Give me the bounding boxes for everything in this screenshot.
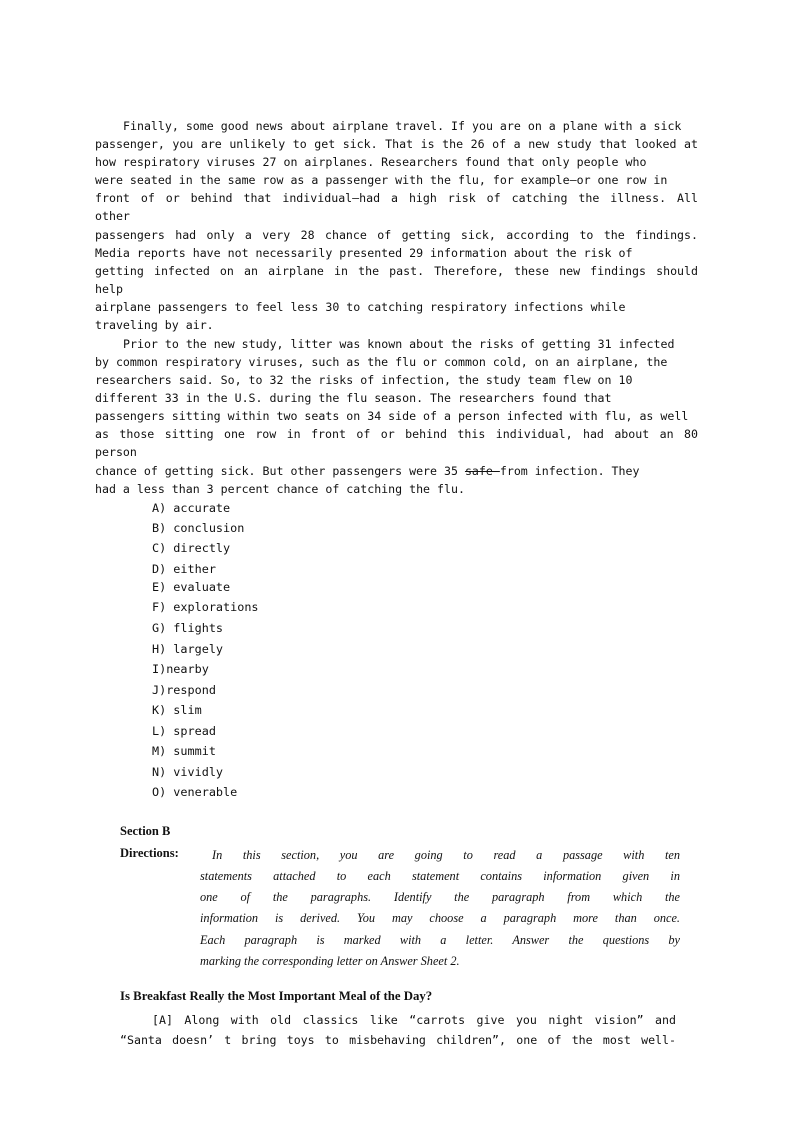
option-item: C) directly (152, 541, 231, 555)
directions-line: information is derived. You may choose a paragraph more than once. (200, 911, 680, 925)
directions-line: one of the paragraphs. Identify the paragraph from which the (200, 890, 680, 904)
passage-line: airplane passengers to feel less 30 to catching respiratory infections while (95, 300, 626, 314)
article-line: [A] Along with old classics like “carrots give you night vision” and (152, 1013, 676, 1027)
option-item: L) spread (152, 724, 216, 738)
option-item: E) evaluate (152, 580, 231, 594)
article-line: “Santa doesn’ t bring toys to misbehaving children”, one of the most well- (120, 1033, 676, 1047)
article-title: Is Breakfast Really the Most Important Meal of the Day? (120, 989, 433, 1003)
passage-line: person (95, 445, 137, 459)
passage-line: passenger, you are unlikely to get sick. That is the 26 of a new study that looked at (95, 137, 698, 151)
option-item: G) flights (152, 621, 224, 635)
option-item: F) explorations (152, 600, 259, 614)
passage-line: traveling by air. (95, 318, 214, 332)
option-item: H) largely (152, 642, 224, 656)
passage-text: from infection. They (499, 464, 640, 478)
directions-line: In this section, you are going to read a passage with ten (212, 848, 680, 862)
option-item: B) conclusion (152, 521, 245, 535)
passage-line: other (95, 209, 130, 223)
passage-line: help (95, 282, 123, 296)
passage-line: Finally, some good news about airplane travel. If you are on a plane with a sick (123, 119, 682, 133)
passage-line: as those sitting one row in front of or behind this individual, had about an 80 (95, 427, 698, 441)
option-item: K) slim (152, 703, 202, 717)
directions-line: statements attached to each statement contains information given in (200, 869, 680, 883)
passage-line: Prior to the new study, litter was known about the risks of getting 31 infected (123, 337, 675, 351)
option-item: A) accurate (152, 501, 231, 515)
struck-word: safe (464, 464, 500, 478)
passage-line: Media reports have not necessarily presented 29 information about the risk of (95, 246, 633, 260)
section-heading: Section B (120, 824, 171, 838)
directions-line: Each paragraph is marked with a letter. Answer the questions by (200, 933, 680, 947)
option-item: O) venerable (152, 785, 238, 799)
option-item: D) either (152, 562, 216, 576)
passage-line-with-strike (95, 462, 639, 480)
passage-line: front of or behind that individual—had a high risk of catching the illness. All (95, 191, 698, 205)
passage-line: were seated in the same row as a passenger with the flu, for example—or one row in (95, 173, 668, 187)
passage-line: had a less than 3 percent chance of catching the flu. (95, 482, 465, 496)
passage-line: passengers sitting within two seats on 34 side of a person infected with flu, as well (95, 409, 689, 423)
directions-line: marking the corresponding letter on Answer Sheet 2. (200, 954, 460, 968)
passage-line: different 33 in the U.S. during the flu season. The researchers found that (95, 391, 612, 405)
passage-text: chance of getting sick. But other passengers were 35 (95, 464, 465, 478)
passage-line: passengers had only a very 28 chance of getting sick, according to the findings. (95, 228, 698, 242)
passage-line: how respiratory viruses 27 on airplanes. Researchers found that only people who (95, 155, 647, 169)
option-item: M) summit (152, 744, 216, 758)
option-item: I)nearby (152, 662, 209, 676)
passage-line: by common respiratory viruses, such as the flu or common cold, on an airplane, the (95, 355, 668, 369)
directions-label: Directions: (120, 846, 179, 860)
passage-line: researchers said. So, to 32 the risks of infection, the study team flew on 10 (95, 373, 633, 387)
option-item: J)respond (152, 683, 216, 697)
option-item: N) vividly (152, 765, 224, 779)
passage-line: getting infected on an airplane in the past. Therefore, these new findings should (95, 264, 698, 278)
